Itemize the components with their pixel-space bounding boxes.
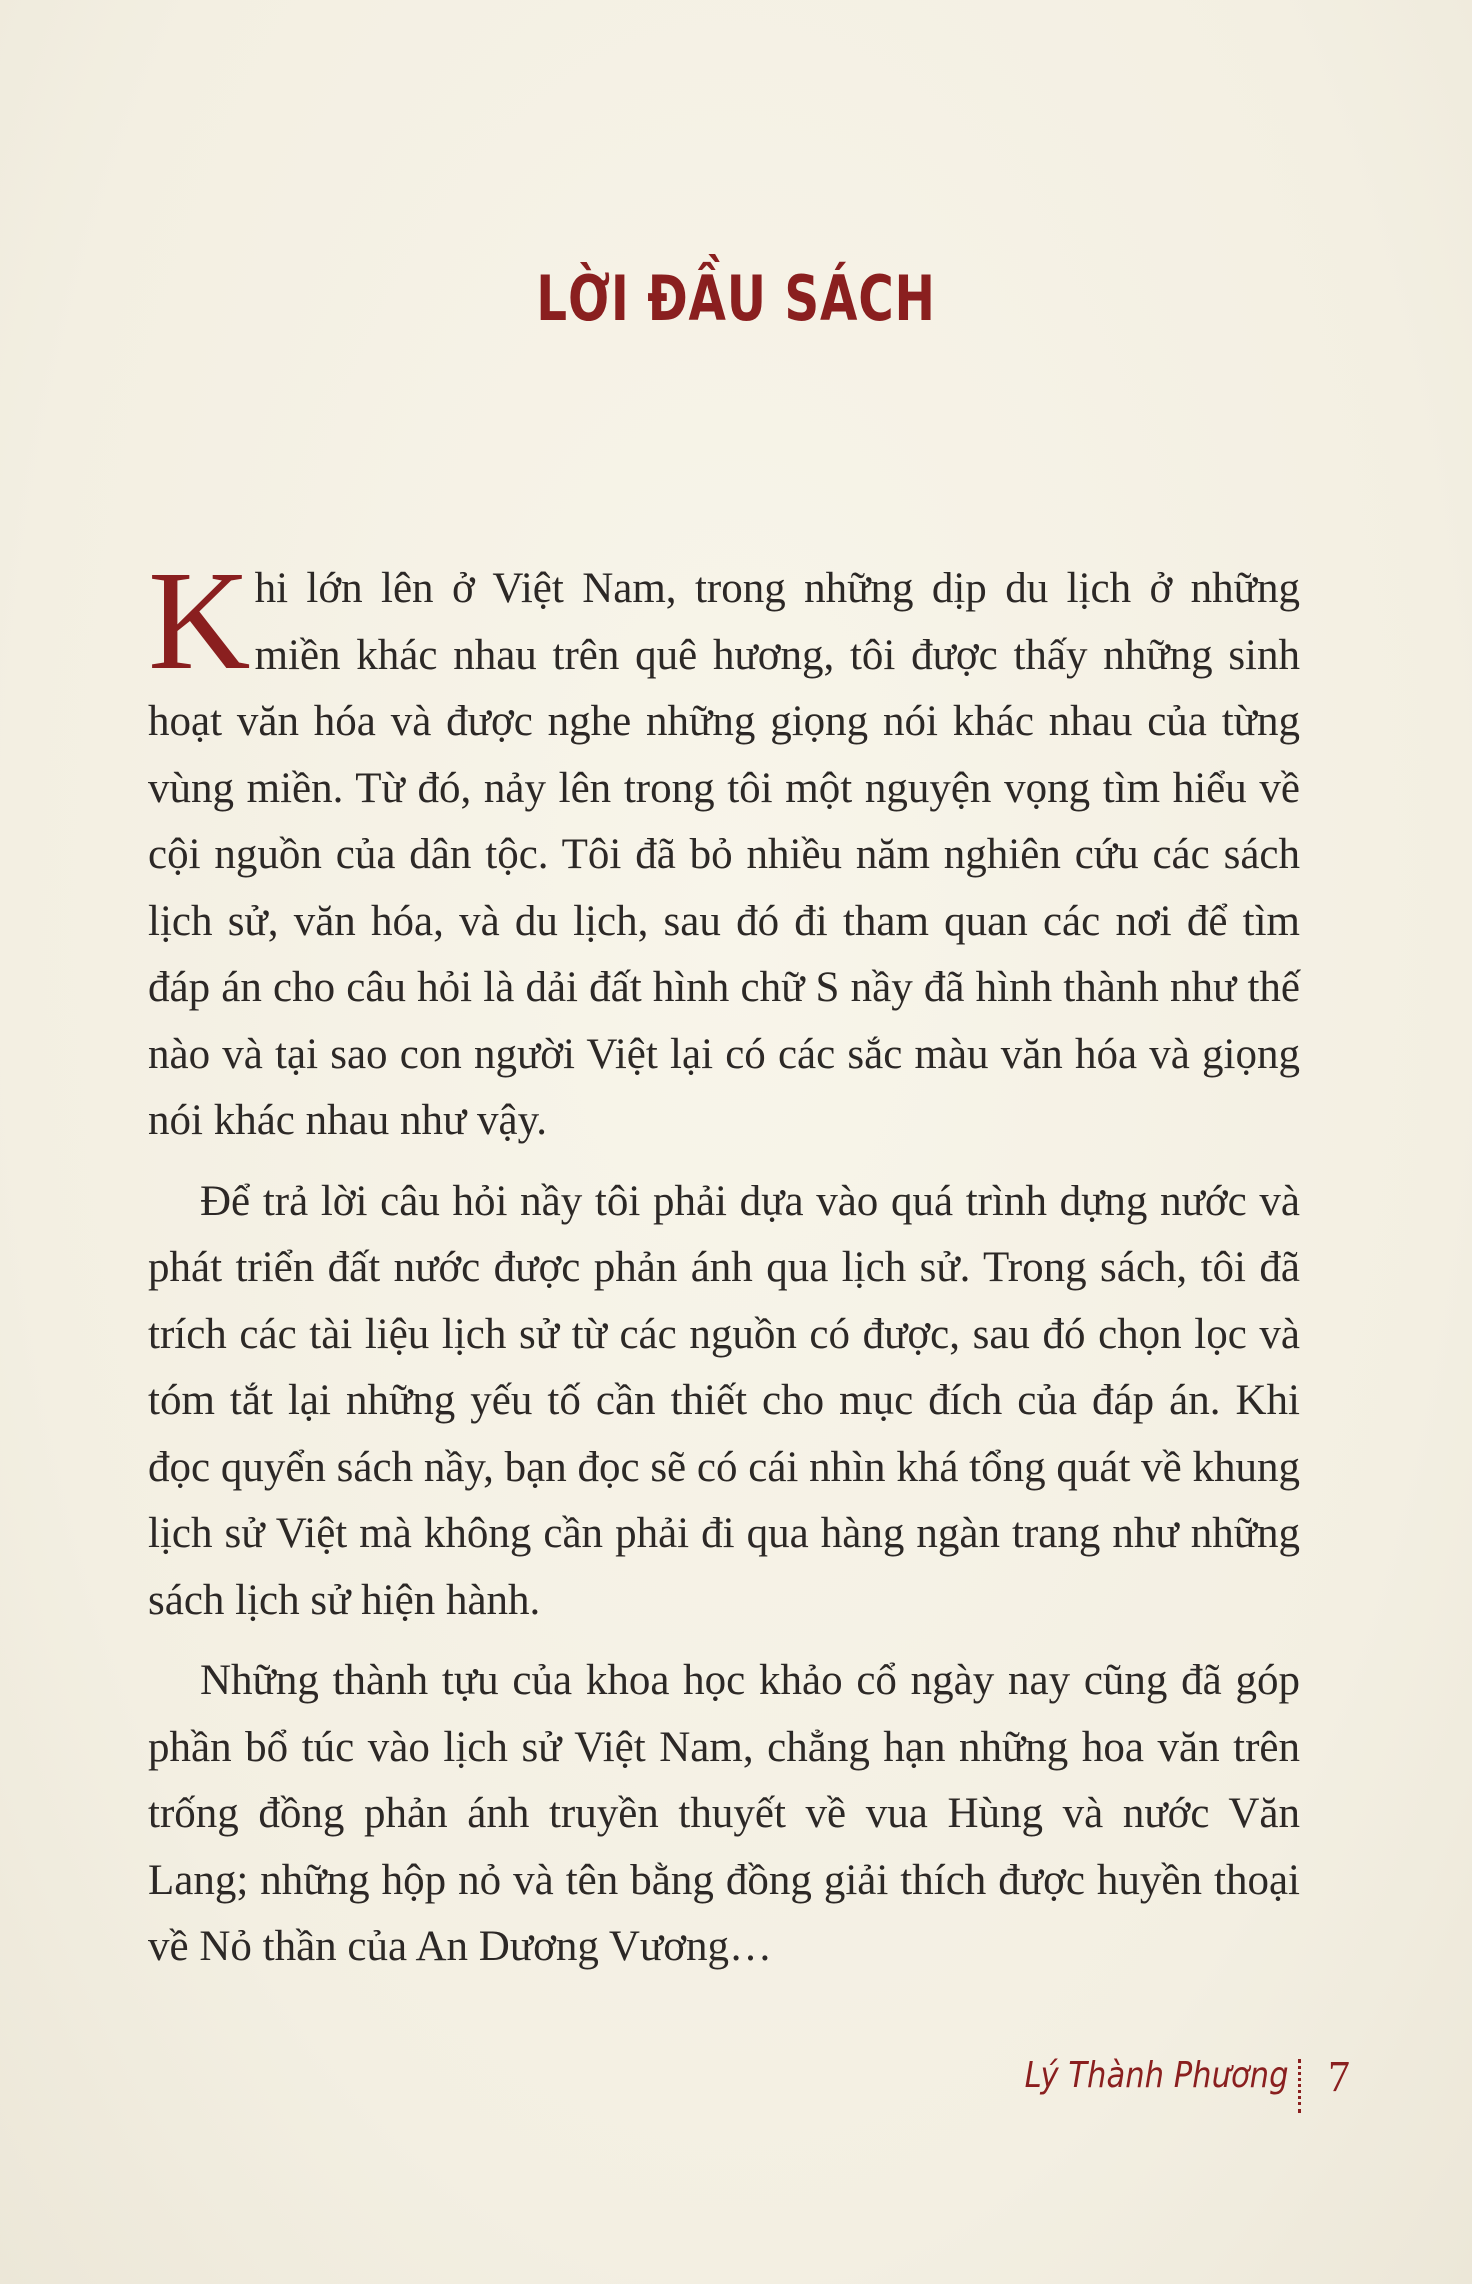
footer-author: Lý Thành Phương <box>1024 2055 1288 2096</box>
paragraph-1-text: hi lớn lên ở Việt Nam, trong những dịp du lịch ở những miền khác nhau trên quê hương, tôi được thấy những sinh hoạt văn hóa và được nghe những giọng nói khác nhau của từng vùng miền. Từ đó, nảy lên trong tôi một nguyện vọng tìm hiểu về cội nguồn của dân tộc. Tôi đã bỏ nhiều năm nghiên cứu các sách lịch sử, văn hóa, và du lịch, sau đó đi tham quan các nơi để tìm đáp án cho câu hỏi là dải đất hình chữ S nầy đã hình thành như thế nào và tại sao con người Việt lại có các sắc màu văn hóa và giọng nói khác nhau như vậy. <box>148 565 1300 1144</box>
paragraph-2: Để trả lời câu hỏi nầy tôi phải dựa vào quá trình dựng nước và phát triển đất nước được phản ánh qua lịch sử. Trong sách, tôi đã trích các tài liệu lịch sử từ các nguồn có được, sau đó chọn lọc và tóm tắt lại những yếu tố cần thiết cho mục đích của đáp án. Khi đọc quyển sách nầy, bạn đọc sẽ có cái nhìn khá tổng quát về khung lịch sử Việt mà không cần phải đi qua hàng ngàn trang như những sách lịch sử hiện hành. <box>148 1177 1300 1624</box>
chapter-title: LỜI ĐẦU SÁCH <box>536 262 936 335</box>
page-number: 7 <box>1328 2052 1350 2101</box>
footer-divider <box>1298 2059 1301 2113</box>
paragraph-3: Những thành tựu của khoa học khảo cổ ngày nay cũng đã góp phần bổ túc vào lịch sử Việt Nam, chẳng hạn những hoa văn trên trống đồng phản ánh truyền thuyết về vua Hùng và nước Văn Lang; những hộp nỏ và tên bằng đồng giải thích được huyền thoại về Nỏ thần của An Dương Vương… <box>148 1657 1300 1970</box>
page-footer <box>0 2052 1472 2115</box>
paragraph-1 <box>148 541 1300 1155</box>
drop-cap: K <box>148 541 251 699</box>
body-text <box>148 541 1300 1981</box>
